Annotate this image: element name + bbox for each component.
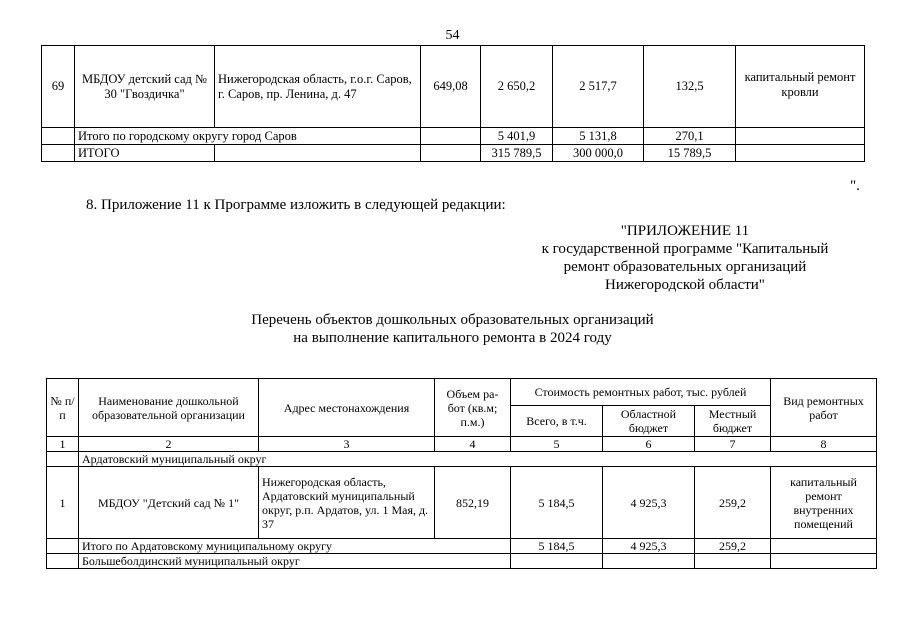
appendix-line: ремонт образовательных организаций [563, 259, 807, 275]
work-volume: 649,08 [421, 46, 481, 128]
column-number: 5 [511, 437, 603, 452]
subtotal-local: 259,2 [695, 539, 771, 554]
appendix-line: Нижегородской области" [605, 277, 765, 293]
amendment-paragraph: 8. Приложение 11 к Программе изложить в следующей редакции: [86, 197, 506, 213]
appendix-line: "ПРИЛОЖЕНИЕ 11 [620, 223, 750, 239]
header-volume: Объем ра-бот (кв.м; п.м.) [435, 379, 511, 437]
subtotal-row [47, 539, 877, 554]
table-row [47, 467, 877, 539]
column-number: 2 [79, 437, 259, 452]
column-number: 8 [771, 437, 877, 452]
header-name: Наименование дошкольной образовательной организации [79, 379, 259, 437]
subtotal-total: 5 401,9 [481, 128, 553, 145]
total-cost: 2 650,2 [481, 46, 553, 128]
header-local: Местный бюджет [695, 406, 771, 437]
header-address: Адрес местонахождения [259, 379, 435, 437]
header-total: Всего, в т.ч. [511, 406, 603, 437]
list-title-line: на выполнение капитального ремонта в 2024 году [293, 330, 612, 346]
regional-budget: 2 517,7 [553, 46, 644, 128]
row-number: 69 [42, 46, 75, 128]
header-work-type: Вид ремонтных работ [771, 379, 877, 437]
objects-table-continued [41, 45, 865, 162]
subtotal-row [42, 128, 865, 145]
table-row [42, 46, 865, 128]
grand-total-label: ИТОГО [75, 145, 215, 162]
local-budget: 132,5 [644, 46, 736, 128]
appendix-line: к государственной программе "Капитальный [541, 241, 829, 257]
header-regional: Областной бюджет [603, 406, 695, 437]
closing-quote: ". [850, 178, 860, 194]
page-number: 54 [445, 28, 460, 43]
work-type: капитальный ремонт внутренних помещений [771, 467, 877, 539]
subtotal-label: Итого по городскому округу город Саров [75, 128, 421, 145]
column-numbers-row [47, 437, 877, 452]
subtotal-regional: 4 925,3 [603, 539, 695, 554]
column-number: 6 [603, 437, 695, 452]
grand-total-total: 315 789,5 [481, 145, 553, 162]
subtotal-regional: 5 131,8 [553, 128, 644, 145]
district-row [47, 554, 877, 569]
header-row [47, 379, 877, 406]
total-cost: 5 184,5 [511, 467, 603, 539]
column-number: 3 [259, 437, 435, 452]
regional-budget: 4 925,3 [603, 467, 695, 539]
grand-total-local: 15 789,5 [644, 145, 736, 162]
row-number: 1 [47, 467, 79, 539]
district-row [47, 452, 877, 467]
column-number: 4 [435, 437, 511, 452]
column-number: 1 [47, 437, 79, 452]
subtotal-total: 5 184,5 [511, 539, 603, 554]
appendix-header [520, 222, 850, 294]
district-name: Ардатовский муниципальный округ [79, 452, 877, 467]
list-title-line: Перечень объектов дошкольных образовательных организаций [251, 312, 654, 328]
grand-total-row [42, 145, 865, 162]
work-volume: 852,19 [435, 467, 511, 539]
work-type: капитальный ремонт кровли [736, 46, 865, 128]
header-cost: Стоимость ремонтных работ, тыс. рублей [511, 379, 771, 406]
institution-address: Нижегородская область, Ардатовский муниципальный округ, р.п. Ардатов, ул. 1 Мая, д. 37 [259, 467, 435, 539]
grand-total-regional: 300 000,0 [553, 145, 644, 162]
subtotal-label: Итого по Ардатовскому муниципальному округу [79, 539, 511, 554]
local-budget: 259,2 [695, 467, 771, 539]
institution-name: МБДОУ детский сад № 30 "Гвоздичка" [75, 46, 215, 128]
column-number: 7 [695, 437, 771, 452]
subtotal-local: 270,1 [644, 128, 736, 145]
institution-name: МБДОУ "Детский сад № 1" [79, 467, 259, 539]
list-title [0, 311, 905, 347]
header-num: № п/п [47, 379, 79, 437]
district-name: Большеболдинский муниципальный округ [79, 554, 511, 569]
objects-table-2024 [46, 378, 877, 569]
institution-address: Нижегородская область, г.о.г. Саров, г. Саров, пр. Ленина, д. 47 [215, 46, 421, 128]
